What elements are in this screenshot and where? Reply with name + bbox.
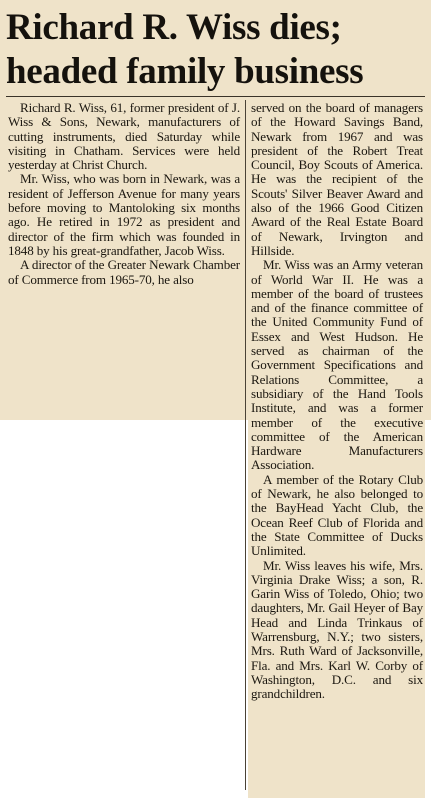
paragraph-chamber-of-commerce: A director of the Greater Newark Chamber of Commerce from 1965-70, he also — [8, 257, 240, 287]
paragraph-club-memberships: A member of the Rotary Club of Newark, he also belonged to the BayHead Yacht Club, the Ocean Reef Club of Florida and the State Committee of Ducks Unlimited. — [251, 471, 423, 559]
column-divider — [245, 100, 246, 790]
paragraph-residence-career: Mr. Wiss, who was born in Newark, was a resident of Jefferson Avenue for many years before moving to Mantoloking six months ago. He retired in 1972 as president and director of the firm which was founded in 1848 by his great-grandfather, Jacob Wiss. — [8, 171, 240, 258]
headline-rule — [6, 96, 425, 97]
headline-line-2: headed family business — [6, 51, 364, 92]
article-column-left — [8, 101, 240, 287]
article-column-right — [251, 101, 423, 701]
paragraph-survivors: Mr. Wiss leaves his wife, Mrs. Virginia Drake Wiss; a son, R. Garin Wiss of Toledo, Ohio; two daughters, Mr. Gail Heyer of Bay Head and Linda Trinkaus of Warrensburg, N.Y.; two sisters, Mrs. Ruth Ward of Jacksonville, Fla. and Mrs. Karl W. Corby of Washington, D.C. and six grandchildren. — [251, 557, 423, 702]
headline-line-1: Richard R. Wiss dies; — [6, 7, 342, 48]
paragraph-obituary-lead: Richard R. Wiss, 61, former president of J. Wiss & Sons, Newark, manufacturers of cutting instruments, died Saturday while visiting in Chatham. Services were held yesterday at Christ Church. — [8, 100, 240, 173]
paragraph-board-service: served on the board of managers of the Howard Savings Band, Newark from 1967 and was president of the Robert Treat Council, Boy Scouts of America. He was the recipient of the Scouts' Silver Beaver Award and also of the 1966 Good Citizen Award of the Real Estate Board of Newark, Irvington and Hillside. — [251, 100, 423, 258]
paragraph-army-veteran: Mr. Wiss was an Army veteran of World War II. He was a member of the board of trustees and of the finance committee of the United Community Fund of Essex and West Hudson. He served as chairman of the Government Specifications and Relations Committee, a subsidiary of the Hand Tools Institute, and was a former member of the executive committee of the American Hardware Manufacturers Association. — [251, 257, 423, 473]
headline — [6, 6, 427, 94]
